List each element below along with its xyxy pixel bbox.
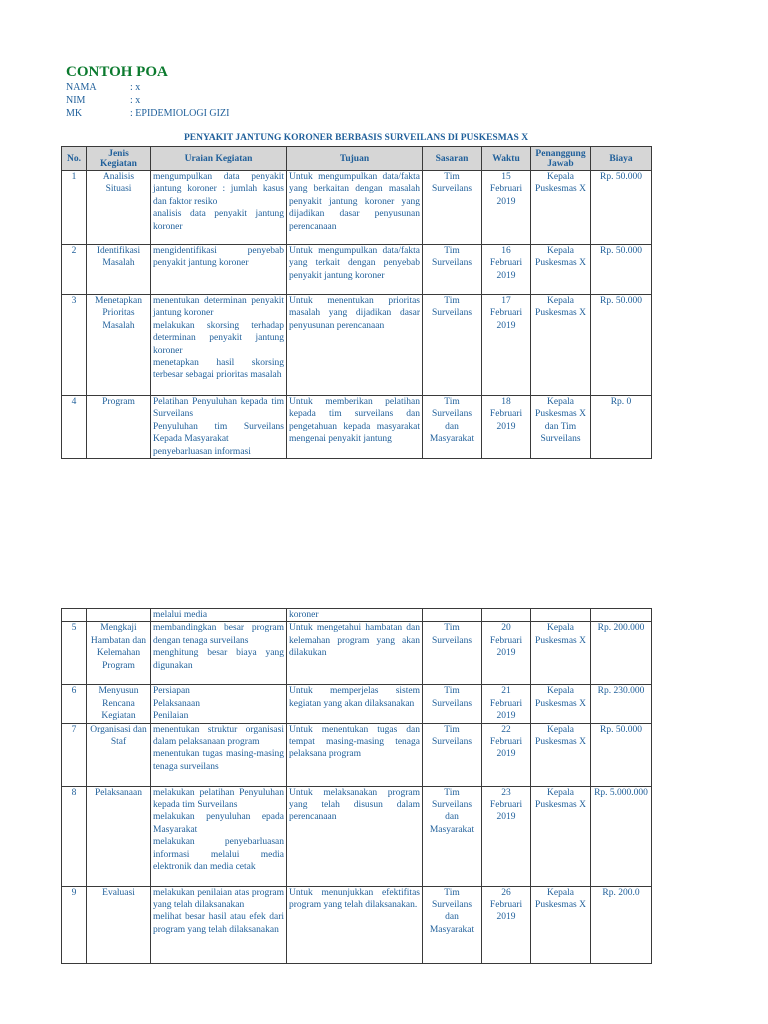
col-header-pj: Penanggung Jawab	[531, 147, 591, 171]
meta-value: : x	[130, 95, 141, 106]
cell-sasaran: Tim Surveilans	[423, 245, 482, 295]
uraian-item: melakukan skorsing terhadap determinan penyakit jantung koroner	[153, 320, 284, 356]
uraian-item: Persiapan	[153, 686, 190, 697]
cell-sasaran: Tim Surveilans dan Masyarakat	[423, 886, 482, 963]
table-row	[62, 685, 652, 723]
cell-pj: Kepala Puskesmas X	[531, 171, 591, 245]
uraian-item: Pelaksanaan	[153, 698, 200, 709]
meta-label: NIM	[66, 95, 86, 106]
cell-sasaran: Tim Surveilans	[423, 685, 482, 723]
cell-jenis: Identifikasi Masalah	[87, 245, 151, 295]
cell-waktu: 15 Februari 2019	[482, 171, 531, 245]
cell-tujuan: Untuk memperjelas sistem kegiatan yang akan dilaksanakan	[287, 685, 423, 723]
cell-tujuan: Untuk menentukan prioritas masalah yang dijadikan dasar penyusunan perencanaan	[287, 295, 423, 396]
cell-pj: Kepala Puskesmas X	[531, 622, 591, 685]
table-header-row	[62, 147, 652, 171]
cell-waktu: 26 Februari 2019	[482, 886, 531, 963]
table-row	[62, 786, 652, 886]
cell-pj: Kepala Puskesmas X	[531, 786, 591, 886]
cell-waktu: 23 Februari 2019	[482, 786, 531, 886]
cell-tujuan: Untuk mengumpulkan data/fakta yang berkaitan dengan masalah penyakit jantung koroner yang dijadikan dasar penyusunan perencanaan	[287, 171, 423, 245]
cell-biaya: Rp. 50.000	[591, 295, 652, 396]
cell-jenis: Menetapkan Prioritas Masalah	[87, 295, 151, 396]
cell-biaya: Rp. 0	[591, 396, 652, 459]
cell-pj: Kepala Puskesmas X	[531, 245, 591, 295]
cell-tujuan: Untuk mengetahui hambatan dan kelemahan program yang akan dilakukan	[287, 622, 423, 685]
meta-value: : EPIDEMIOLOGI GIZI	[130, 108, 230, 119]
cell-waktu: 20 Februari 2019	[482, 622, 531, 685]
cell-waktu: 17 Februari 2019	[482, 295, 531, 396]
uraian-item: menetapkan hasil skorsing terbesar sebagai prioritas masalah	[153, 358, 284, 381]
page-title: CONTOH POA	[66, 64, 168, 80]
cell-jenis: Organisasi dan Staf	[87, 723, 151, 786]
uraian-item: melakukan penyuluhan epada Masyarakat	[153, 812, 284, 835]
uraian-item: melakukan pelatihan Penyuluhan kepada tim Surveilans	[153, 787, 284, 811]
cell-waktu: 22 Februari 2019	[482, 723, 531, 786]
cell-biaya: Rp. 200.000	[591, 622, 652, 685]
cell-pj: Kepala Puskesmas X	[531, 886, 591, 963]
cell-biaya: Rp. 50.000	[591, 245, 652, 295]
cell-sasaran: Tim Surveilans	[423, 295, 482, 396]
cell-jenis: Evaluasi	[87, 886, 151, 963]
uraian-item: menentukan tugas masing-masing tenaga surveilans	[153, 749, 284, 772]
cell-waktu: 16 Februari 2019	[482, 245, 531, 295]
cell-no: 7	[62, 723, 87, 786]
uraian-item: Penilaian	[153, 711, 189, 722]
col-header-waktu: Waktu	[482, 147, 531, 171]
cell-jenis: Program	[87, 396, 151, 459]
cell-biaya: Rp. 200.0	[591, 886, 652, 963]
cell-sasaran	[423, 609, 482, 622]
uraian-item: Pelatihan Penyuluhan kepada tim Surveilans	[153, 397, 284, 420]
table-row-continuation	[62, 609, 652, 622]
cell-jenis: Pelaksanaan	[87, 786, 151, 886]
uraian-item: menentukan determinan penyakit jantung koroner	[153, 296, 284, 319]
table-row	[62, 622, 652, 685]
cell-sasaran: Tim Surveilans	[423, 171, 482, 245]
cell-biaya	[591, 609, 652, 622]
cell-no: 5	[62, 622, 87, 685]
cell-uraian	[151, 622, 287, 685]
cell-uraian	[151, 886, 287, 963]
uraian-item: penyebarluasan informasi	[153, 446, 251, 457]
cell-uraian	[151, 171, 287, 245]
uraian-item: mengumpulkan data penyakit jantung koroner : jumlah kasus dan faktor resiko	[153, 172, 284, 207]
table-row	[62, 245, 652, 295]
cell-no: 1	[62, 171, 87, 245]
cell-uraian	[151, 685, 287, 723]
cell-sasaran: Tim Surveilans	[423, 723, 482, 786]
cell-uraian	[151, 723, 287, 786]
cell-tujuan: koroner	[287, 609, 423, 622]
cell-uraian	[151, 295, 287, 396]
uraian-item: analisis data penyakit jantung koroner	[153, 209, 284, 232]
table-row	[62, 396, 652, 459]
meta-label: MK	[66, 108, 83, 119]
poa-table-page-2	[61, 608, 652, 964]
cell-jenis: Analisis Situasi	[87, 171, 151, 245]
cell-waktu: 21 Februari 2019	[482, 685, 531, 723]
cell-tujuan: Untuk menentukan tugas dan tempat masing-masing tenaga pelaksana program	[287, 723, 423, 786]
table-row	[62, 886, 652, 963]
uraian-item: menghitung besar biaya yang digunakan	[153, 648, 284, 671]
cell-pj	[531, 609, 591, 622]
cell-tujuan: Untuk melaksanakan program yang telah disusun dalam perencanaan	[287, 786, 423, 886]
cell-no: 2	[62, 245, 87, 295]
meta-label: NAMA	[66, 82, 97, 93]
uraian-item: mengidentifikasi penyebab penyakit jantung koroner	[153, 246, 284, 269]
uraian-item: melakukan penyebarluasan informasi melalui media elektronik dan media cetak	[153, 837, 284, 873]
meta-nim	[66, 95, 140, 106]
col-header-tujuan: Tujuan	[287, 147, 423, 171]
uraian-item: membandingkan besar program dengan tenaga surveilans	[153, 623, 284, 646]
col-header-biaya: Biaya	[591, 147, 652, 171]
cell-no: 8	[62, 786, 87, 886]
cell-tujuan: Untuk mengumpulkan data/fakta yang terkait dengan penyebab penyakit jantung koroner	[287, 245, 423, 295]
uraian-item: melakukan penilaian atas program yang telah dilaksanakan	[153, 887, 284, 911]
uraian-item: Penyuluhan tim Surveilans Kepada Masyarakat	[153, 421, 284, 445]
cell-pj: Kepala Puskesmas X	[531, 723, 591, 786]
uraian-item: menentukan struktur organisasi dalam pelaksanaan program	[153, 724, 284, 748]
cell-pj: Kepala Puskesmas X	[531, 295, 591, 396]
cell-uraian	[151, 786, 287, 886]
cell-sasaran: Tim Surveilans	[423, 622, 482, 685]
cell-sasaran: Tim Surveilans dan Masyarakat	[423, 396, 482, 459]
cell-jenis: Mengkaji Hambatan dan Kelemahan Program	[87, 622, 151, 685]
meta-value: : x	[130, 82, 141, 93]
meta-mk	[66, 108, 229, 119]
cell-biaya: Rp. 50.000	[591, 723, 652, 786]
uraian-item: melihat besar hasil atau efek dari program yang telah dilaksanakan	[153, 912, 284, 935]
cell-pj: Kepala Puskesmas X dan Tim Surveilans	[531, 396, 591, 459]
col-header-jenis: Jenis Kegiatan	[87, 147, 151, 171]
cell-biaya: Rp. 230.000	[591, 685, 652, 723]
cell-waktu	[482, 609, 531, 622]
cell-no: 4	[62, 396, 87, 459]
cell-uraian	[151, 245, 287, 295]
cell-biaya: Rp. 5.000.000	[591, 786, 652, 886]
cell-biaya: Rp. 50.000	[591, 171, 652, 245]
meta-nama	[66, 82, 140, 93]
col-header-sasaran: Sasaran	[423, 147, 482, 171]
col-header-no: No.	[62, 147, 87, 171]
table-row	[62, 295, 652, 396]
cell-no: 3	[62, 295, 87, 396]
cell-sasaran: Tim Surveilans dan Masyarakat	[423, 786, 482, 886]
cell-tujuan: Untuk menunjukkan efektifitas program yang telah dilaksanakan.	[287, 886, 423, 963]
cell-no	[62, 609, 87, 622]
table-title: PENYAKIT JANTUNG KORONER BERBASIS SURVEILANS DI PUSKESMAS X	[183, 133, 529, 143]
cell-tujuan: Untuk memberikan pelatihan kepada tim surveilans dan pengetahuan kepada masyarakat mengenai penyakit jantung	[287, 396, 423, 459]
cell-jenis: Menyusun Rencana Kegiatan	[87, 685, 151, 723]
cell-uraian	[151, 396, 287, 459]
poa-table-page-1	[61, 146, 652, 459]
table-row	[62, 171, 652, 245]
cell-uraian: melalui media	[151, 609, 287, 622]
cell-jenis	[87, 609, 151, 622]
table-row	[62, 723, 652, 786]
cell-waktu: 18 Februari 2019	[482, 396, 531, 459]
cell-no: 6	[62, 685, 87, 723]
cell-no: 9	[62, 886, 87, 963]
cell-pj: Kepala Puskesmas X	[531, 685, 591, 723]
col-header-uraian: Uraian Kegiatan	[151, 147, 287, 171]
